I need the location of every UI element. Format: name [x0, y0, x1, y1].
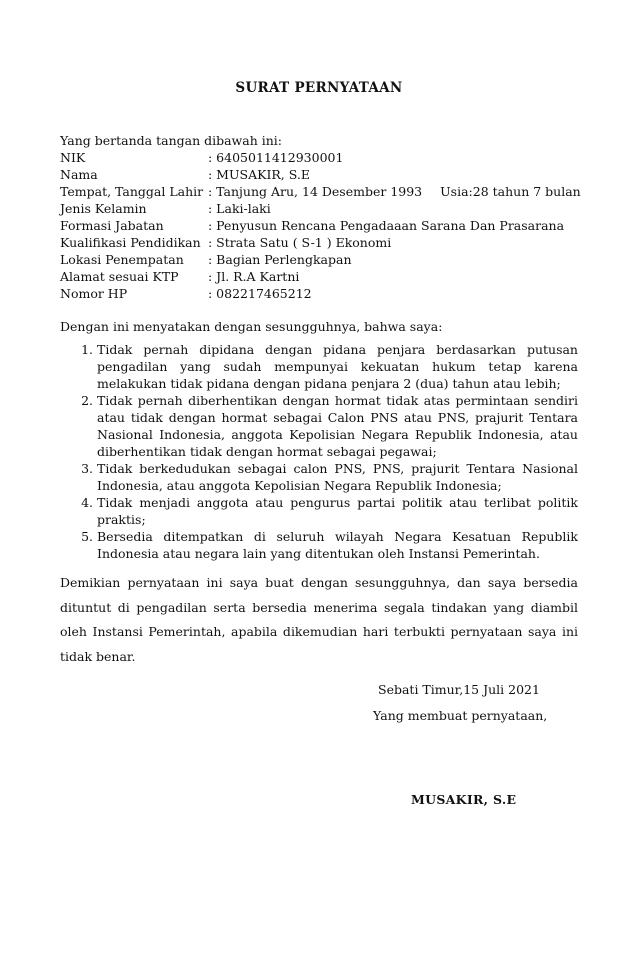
field-label: Nomor HP	[60, 286, 128, 301]
field-row-ttl	[60, 183, 581, 200]
list-item: 2. Tidak pernah diberhentikan dengan hormat tidak atas permintaan sendiri atau tidak dengan hormat sebagai Calon PNS atau PNS, prajurit Tentara Nasional Indonesia, anggota Kepolisian Negara Republik Indonesia, atau diberhentikan tidak dengan hormat sebagai pegawai;	[97, 392, 578, 460]
field-row-alamat	[60, 268, 581, 285]
field-value: : MUSAKIR, S.E	[208, 167, 310, 182]
field-value: : 082217465212	[208, 286, 312, 301]
field-row-lokasi	[60, 251, 581, 268]
statement-points	[60, 341, 578, 562]
list-item: 4. Tidak menjadi anggota atau pengurus partai politik atau terlibat politik praktis;	[97, 494, 578, 528]
field-label: Alamat sesuai KTP	[60, 269, 179, 284]
field-value: : Jl. R.A Kartni	[208, 269, 300, 284]
closing-paragraph: Demikian pernyataan ini saya buat dengan sesungguhnya, dan saya bersedia dituntut di pengadilan serta bersedia menerima segala tindakan yang diambil oleh Instansi Pemerintah, apabila dikemudian hari terbukti pernyataan saya ini tidak benar.	[60, 575, 578, 664]
statement-text: Dengan ini menyatakan dengan sesungguhnya, bahwa saya:	[60, 319, 443, 334]
place-date: Sebati Timur,15 Juli 2021	[378, 682, 540, 697]
field-value: : Laki-laki	[208, 201, 271, 216]
list-item: 1. Tidak pernah dipidana dengan pidana penjara berdasarkan putusan pengadilan yang sudah mempunyai kekuatan hukum tetap karena melakukan tidak pidana dengan pidana penjara 2 (dua) tahun atau lebih;	[97, 341, 578, 392]
field-row-nama	[60, 166, 581, 183]
field-label: Formasi Jabatan	[60, 218, 164, 233]
list-item: 3. Tidak berkedudukan sebagai calon PNS, PNS, prajurit Tentara Nasional Indonesia, atau anggota Kepolisian Negara Republik Indonesia;	[97, 460, 578, 494]
list-item: 5. Bersedia ditempatkan di seluruh wilayah Negara Kesatuan Republik Indonesia atau negara lain yang ditentukan oleh Instansi Pemerintah.	[97, 528, 578, 562]
field-label: Nama	[60, 167, 98, 182]
field-row-nik	[60, 149, 581, 166]
field-label: Lokasi Penempatan	[60, 252, 184, 267]
field-label: Kualifikasi Pendidikan	[60, 235, 201, 250]
field-row-jenis-kelamin	[60, 200, 581, 217]
field-row-nomor-hp	[60, 285, 581, 302]
field-extra-age: Usia:28 tahun 7 bulan	[440, 184, 581, 199]
field-label: NIK	[60, 150, 86, 165]
field-value: : 6405011412930001	[208, 150, 344, 165]
field-row-formasi	[60, 217, 581, 234]
identity-fields	[60, 149, 581, 302]
field-value: : Bagian Perlengkapan	[208, 252, 352, 267]
field-row-kualifikasi	[60, 234, 581, 251]
maker-label: Yang membuat pernyataan,	[373, 708, 548, 723]
field-label: Jenis Kelamin	[60, 201, 147, 216]
field-value: : Penyusun Rencana Pengadaaan Sarana Dan Prasarana	[208, 218, 565, 233]
field-label: Tempat, Tanggal Lahir	[60, 184, 204, 199]
field-value: : Tanjung Aru, 14 Desember 1993	[208, 184, 423, 199]
intro-text: Yang bertanda tangan dibawah ini:	[60, 133, 282, 148]
field-value: : Strata Satu ( S-1 ) Ekonomi	[208, 235, 392, 250]
document-title: SURAT PERNYATAAN	[235, 80, 403, 96]
signer-name: MUSAKIR, S.E	[411, 792, 517, 807]
